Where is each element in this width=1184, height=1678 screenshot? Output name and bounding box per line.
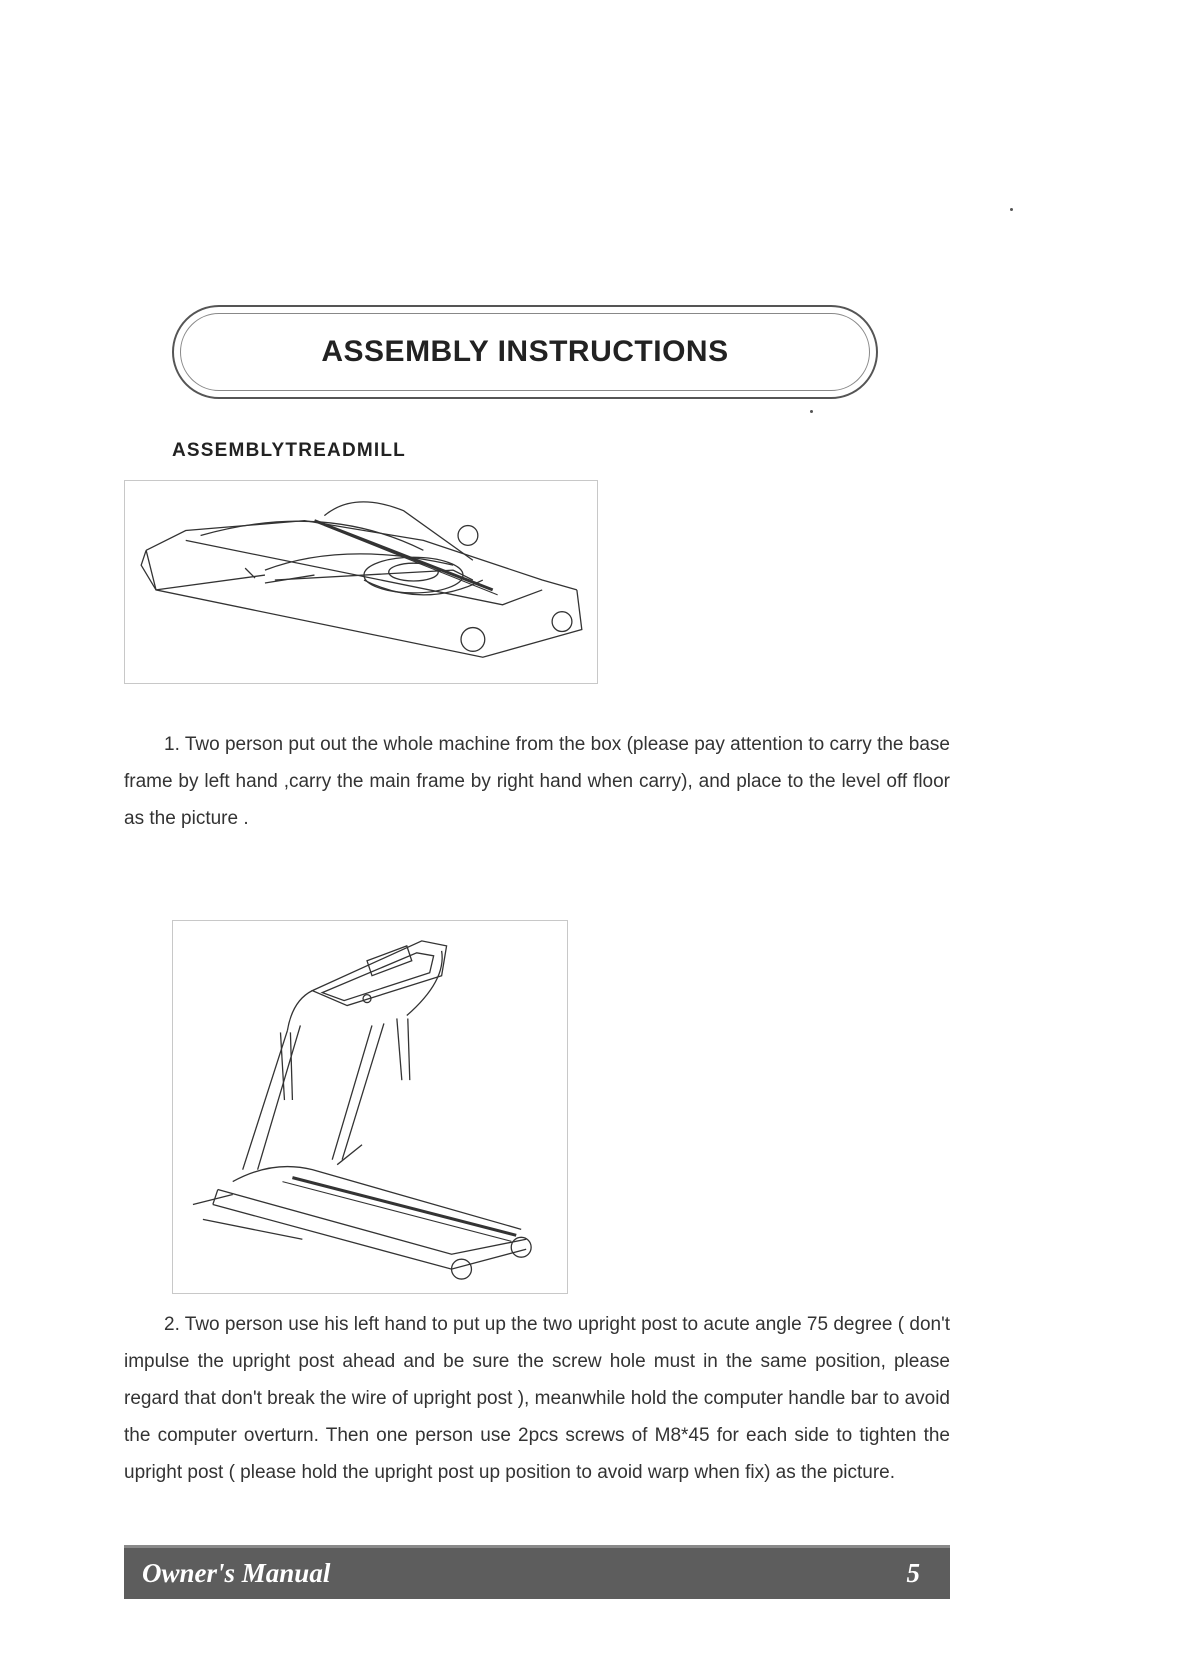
figure-treadmill-upright [172, 920, 568, 1294]
footer-bar [124, 1545, 950, 1599]
treadmill-folded-drawing [125, 481, 597, 683]
subtitle: ASSEMBLYTREADMILL [172, 440, 406, 461]
figure-treadmill-folded [124, 480, 598, 684]
section-title: ASSEMBLY INSTRUCTIONS [321, 335, 729, 368]
section-title-frame [172, 305, 878, 399]
speck [1010, 208, 1013, 211]
speck [810, 410, 813, 413]
page-number: 5 [906, 1558, 920, 1588]
step-2-text: 2. Two person use his left hand to put up the two upright post to acute angle 75 degree ( don't impulse the upright post ahead and be sure the screw hole must in the same position, please regard that don't break the wire of upright post ), meanwhile hold the computer handle bar to avoid the computer overturn. Then one person use 2pcs screws of M8*45 for each side to tighten the upright post ( please hold the upright post up position to avoid warp when fix) as the picture. [124, 1314, 950, 1483]
treadmill-upright-drawing [173, 921, 567, 1293]
footer-title: Owner's Manual [142, 1558, 331, 1588]
step-1-text: 1. Two person put out the whole machine from the box (please pay attention to carry the base frame by left hand ,carry the main frame by right hand when carry), and place to the level off floor as the picture . [124, 734, 950, 829]
